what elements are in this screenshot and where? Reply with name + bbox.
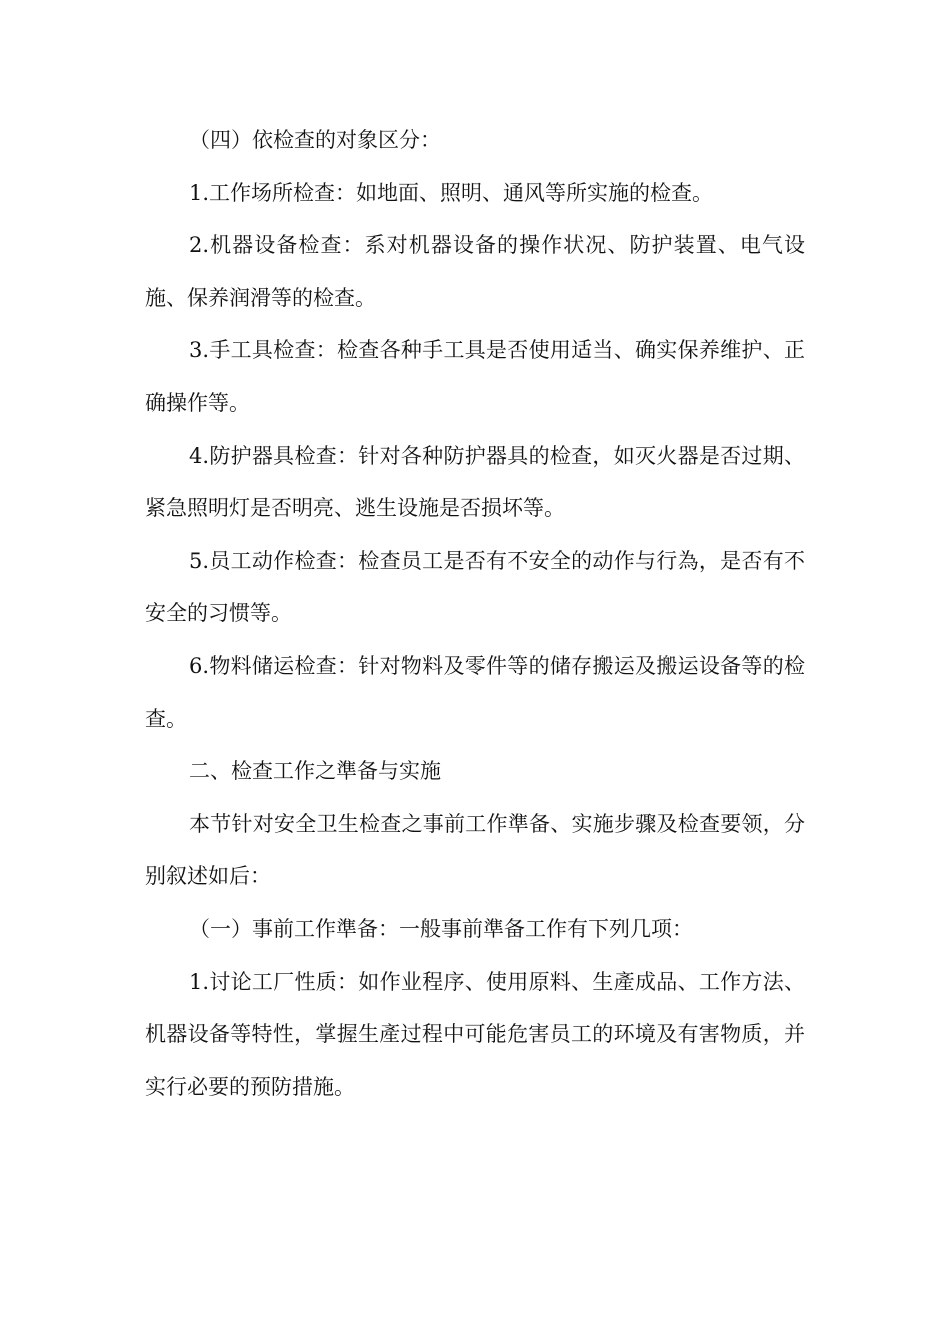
list-item-protective-equipment-inspection: 4.防护器具检查：针对各种防护器具的检查，如灭火器是否过期、紧急照明灯是否明亮、逃生设施是否损坏等。 [145, 443, 805, 521]
section-heading-by-object: （四）依检查的对象区分： [189, 128, 441, 152]
list-item-employee-behavior-inspection: 5.员工动作检查：检查员工是否有不安全的动作与行為，是否有不安全的习惯等。 [145, 548, 805, 626]
list-item-hand-tool-inspection: 3.手工具检查：检查各种手工具是否使用适当、确实保养维护、正确操作等。 [145, 338, 805, 415]
subsection-heading-advance-preparation: （一）事前工作準备：一般事前準备工作有下列几项： [189, 916, 693, 941]
section-heading-preparation: 二、检查工作之準备与实施 [189, 759, 441, 784]
list-item-machinery-inspection: 2.机器设备检查：系对机器设备的操作状况、防护装置、电气设施、保养润滑等的检查。 [145, 233, 805, 310]
document-body [145, 114, 805, 1113]
section-intro-paragraph: 本节针对安全卫生检查之事前工作準备、实施步骤及检查要领，分别叙述如后： [145, 811, 805, 889]
list-item-factory-nature: 1.讨论工厂性质：如作业程序、使用原料、生產成品、工作方法、机器设备等特性，掌握生產过程中可能危害员工的环境及有害物质，并实行必要的预防措施。 [145, 969, 805, 1099]
list-item-material-storage-inspection: 6.物料储运检查：针对物料及零件等的储存搬运及搬运设备等的检查。 [145, 653, 805, 731]
list-item-workplace-inspection: 1.工作场所检查：如地面、照明、通风等所实施的检查。 [189, 180, 714, 205]
